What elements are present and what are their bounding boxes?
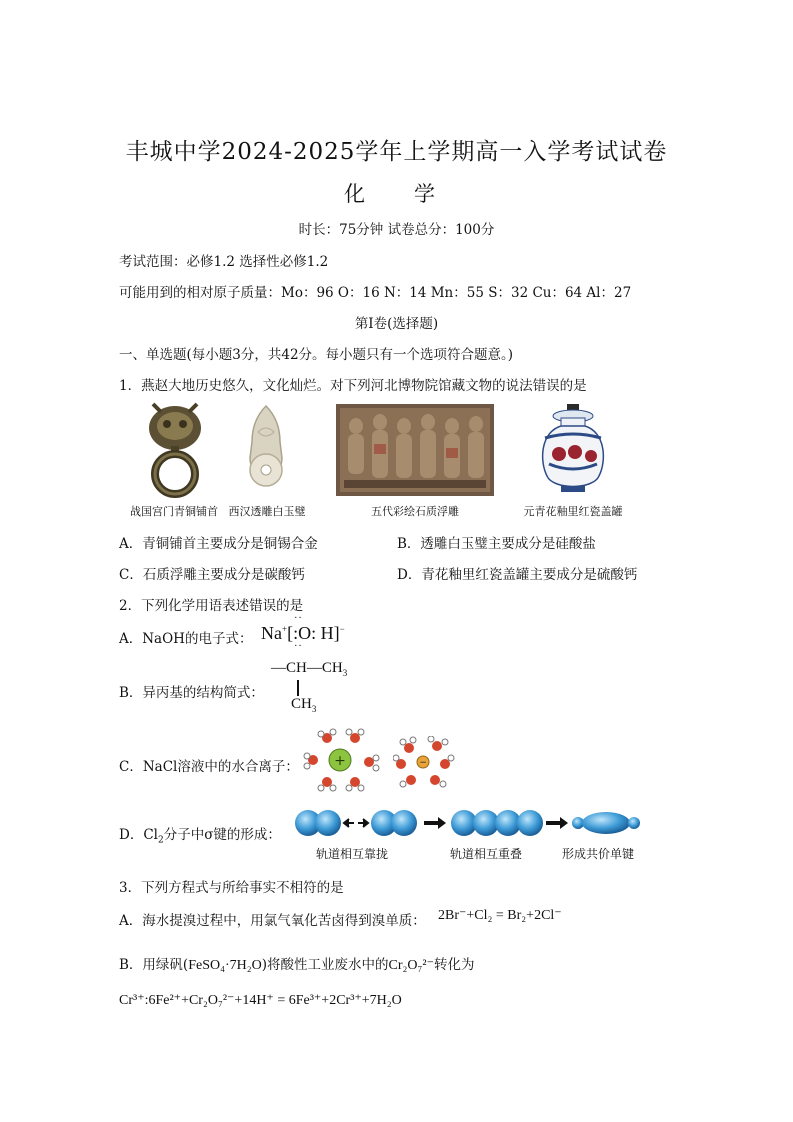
artifact-caption-1: 战国宫门青铜铺首 [130, 505, 218, 518]
q1-stem: 1．燕赵大地历史悠久，文化灿烂。对下列河北博物院馆藏文物的说法错误的是 [119, 378, 587, 394]
cl2-sigma-bond-diagram [294, 806, 640, 840]
q3-option-b [119, 953, 474, 974]
isopropyl-bottom-text: CH [291, 696, 312, 712]
exam-title: 丰城中学2024-2025学年上学期高一入学考试试卷 [125, 139, 668, 165]
d-caption-1: 轨道相互靠拢 [315, 847, 388, 861]
q1-option-a: A．青铜铺首主要成分是铜锡合金 [119, 536, 318, 552]
bronze-knocker-image [143, 402, 207, 498]
q2-stem: 2．下列化学用语表述错误的是 [119, 598, 304, 614]
q3-b-post: )将酸性工业废水中的 [261, 957, 389, 973]
isopropyl-bottom: $CH_3$ [291, 696, 317, 714]
q2-option-c-label: C．NaCl溶液中的水合离子： [119, 759, 299, 775]
q2-option-a-label: A．NaOH的电子式： [119, 631, 253, 647]
q2-d-rest: 分子中σ键的形成： [163, 827, 281, 843]
q3-b-end: 转化为 [433, 957, 475, 973]
q2-d-prefix: D．Cl [119, 827, 158, 843]
exam-duration: 时长：75分钟 试卷总分：100分 [298, 222, 495, 238]
exam-scope: 考试范围：必修1.2 选择性必修1.2 [119, 254, 329, 270]
q3-stem: 3．下列方程式与所给事实不相符的是 [119, 880, 344, 896]
porcelain-jar-image [537, 402, 609, 498]
o-symbol: O [298, 623, 312, 643]
q3-b-ion: Cr₂O₇²⁻ [388, 958, 434, 973]
jade-disc-image [238, 402, 294, 498]
naoh-electron-formula: Na+[ ·· :O: ·· H]− [261, 613, 345, 652]
isopropyl-bond [297, 680, 299, 696]
section-heading: 一、单选题(每小题3分，共42分。每小题只有一个选项符合题意。) [119, 347, 514, 363]
q1-option-b: B．透雕白玉璧主要成分是硅酸盐 [397, 536, 596, 552]
subject-title: 化 学 [344, 182, 449, 206]
hydrated-anion-image [393, 736, 455, 788]
q2-option-b-label: B．异丙基的结构简式： [119, 685, 264, 701]
q2-option-d-label: D．$Cl_2$分子中σ键的形成： [119, 827, 281, 846]
na-symbol: Na [261, 623, 282, 643]
volume-title: 第Ⅰ卷(选择题) [354, 316, 439, 332]
hydrated-cation-image [303, 728, 381, 792]
d-caption-3: 形成共价单键 [561, 847, 634, 861]
artifact-caption-4: 元青花釉里红瓷盖罐 [523, 505, 623, 518]
q1-option-c: C．石质浮雕主要成分是碳酸钙 [119, 567, 305, 583]
q3-b-equation: Cr³⁺:6Fe²⁺+Cr₂O₇²⁻+14H⁺ = 6Fe³⁺+2Cr³⁺+7H₂O [119, 993, 402, 1008]
artifact-caption-3: 五代彩绘石质浮雕 [371, 505, 459, 518]
q3-b-salt: FeSO₄·7H₂O [188, 958, 262, 973]
artifact-caption-2: 西汉透雕白玉璧 [228, 505, 306, 518]
d-caption-2: 轨道相互重叠 [449, 847, 522, 861]
isopropyl-top-text: —CH—CH [271, 660, 343, 676]
q3-option-a: A．海水提溴过程中，用氯气氧化苦卤得到溴单质： [119, 913, 426, 929]
q3-b-pre: B．用绿矾( [119, 957, 189, 973]
svg-text:+: + [334, 753, 346, 769]
q1-option-d: D．青花釉里红瓷盖罐主要成分是硫酸钙 [397, 567, 638, 583]
q3-a-equation: 2Br⁻+Cl₂ = Br₂+2Cl⁻ [438, 908, 562, 923]
stone-relief-image [336, 404, 494, 496]
atomic-masses: 可能用到的相对原子质量：Mo：96 O：16 N：14 Mn：55 S：32 Cu：64 Al：27 [119, 285, 632, 301]
svg-text:−: − [419, 758, 427, 768]
isopropyl-top: $—CH—CH_3$ [271, 660, 348, 678]
h-symbol: H [320, 623, 334, 643]
